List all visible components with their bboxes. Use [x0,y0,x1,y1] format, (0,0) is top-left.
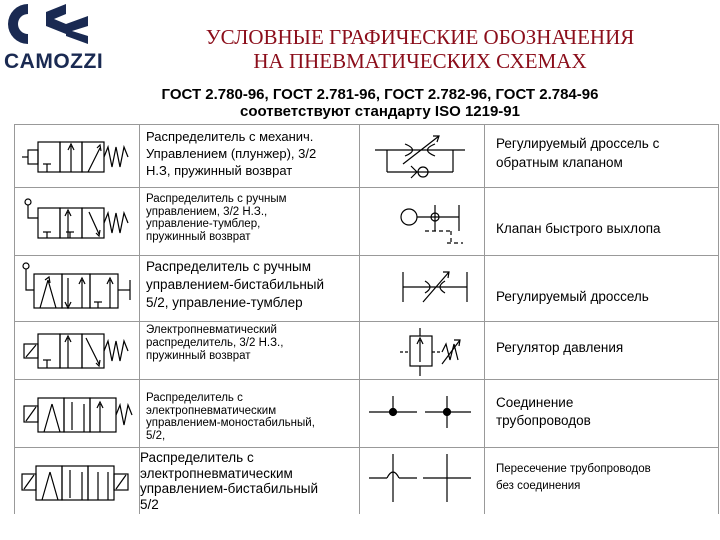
valve-5-2-lever-bistable-icon [18,260,135,320]
adjustable-throttle-check-valve-icon [365,130,475,186]
left-row-6-description: Распределитель с электропневматическим управлением-бистабильный 5/2 [140,450,319,512]
quick-exhaust-valve-icon [395,197,475,253]
right-row-5-description: Соединение трубопроводов [496,395,591,428]
solenoid-valve-5-2-monostable-icon [20,388,135,444]
right-row-4-description: Регулятор давления [496,340,624,355]
pipe-crossing-icon [365,450,475,510]
standards-line-1: ГОСТ 2.780-96, ГОСТ 2.781-96, ГОСТ 2.782-96, ГОСТ 2.784-96 [161,86,599,103]
table-border-left [14,124,15,514]
pressure-regulator-icon [398,322,478,382]
standards-line-2: соответствуют стандарту ISO 1219-91 [240,103,520,120]
solenoid-valve-5-2-bistable-icon [18,456,135,512]
title-line-2: НА ПНЕВМАТИЧЕСКИХ СХЕМАХ [253,49,587,73]
left-row-5-description: Распределитель с электропневматическим управлением-моностабильный, 5/2, [146,392,315,442]
table-border-top [14,124,718,125]
table-border-right [718,124,719,514]
right-row-1-description: Регулируемый дроссель с обратным клапаном [496,136,660,170]
right-row-6-description: Пересечение трубопроводов без соединения [496,463,651,492]
left-row-4-description: Электропневматический распределитель, 3/2 Н.З., пружинный возврат [146,324,284,362]
right-row-2-description: Клапан быстрого выхлопа [496,221,661,236]
adjustable-throttle-icon [395,262,475,318]
valve-3-2-lever-spring-icon [20,196,135,248]
left-row-3-description: Распределитель с ручным управлением-бистабильный 5/2, управление-тумблер [146,259,325,310]
right-row-3-description: Регулируемый дроссель [496,289,649,304]
column-divider [484,124,485,514]
row-divider [14,255,718,256]
page-title [120,25,720,73]
title-line-1: УСЛОВНЫЕ ГРАФИЧЕСКИЕ ОБОЗНАЧЕНИЯ [205,25,635,49]
pipe-connection-icon [365,388,475,444]
left-row-2-description: Распределитель с ручным управлением, 3/2 Н.З., управление-тумблер, пружинный возврат [146,193,287,243]
left-row-1-description: Распределитель с механич. Управлением (плунжер), 3/2 Н.З, пружинный возврат [146,129,317,178]
solenoid-valve-3-2-icon [20,320,135,380]
brand-name: CAMOZZI [4,50,104,73]
row-divider [14,447,718,448]
valve-3-2-plunger-spring-icon [20,130,135,182]
row-divider [14,187,718,188]
standards-caption [120,86,640,120]
